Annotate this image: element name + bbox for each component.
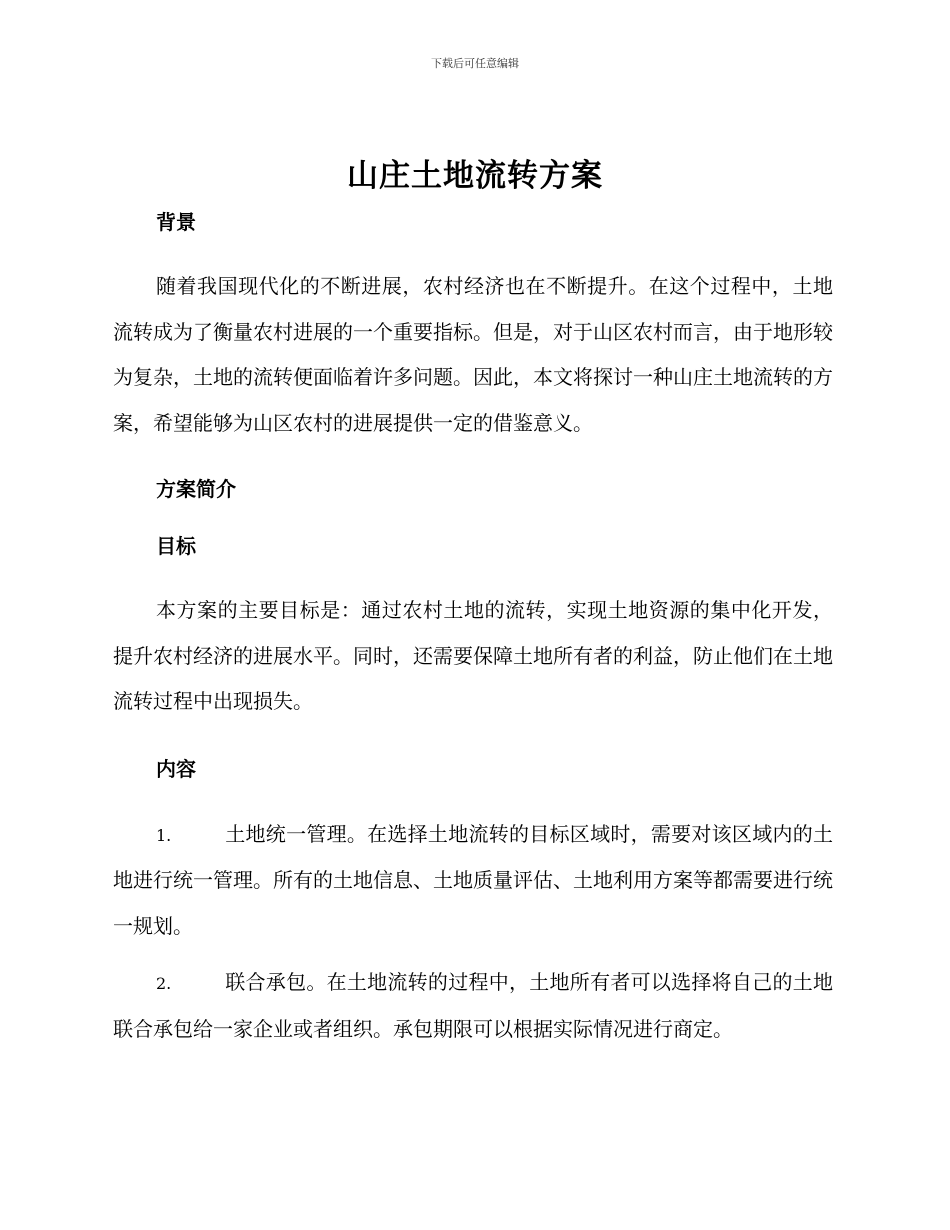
document-title: 山庄土地流转方案 xyxy=(347,158,603,194)
list-item-text: 联合承包。在土地流转的过程中，土地所有者可以选择将自己的土地联合承包给一家企业或者组织。承包期限可以根据实际情况进行商定。 xyxy=(113,970,833,1041)
background-paragraph: 随着我国现代化的不断进展，农村经济也在不断提升。在这个过程中，土地流转成为了衡量农村进展的一个重要指标。但是，对于山区农村而言，由于地形较为复杂，土地的流转便面临着许多问题。因此，本文将探讨一种山庄土地流转的方案，希望能够为山区农村的进展提供一定的借鉴意义。 xyxy=(113,274,833,435)
list-item-number: 1. xyxy=(156,825,172,845)
list-item-number: 2. xyxy=(156,974,172,993)
section-heading-goal: 目标 xyxy=(156,534,196,558)
list-item xyxy=(113,812,833,950)
section-heading-content: 内容 xyxy=(156,756,196,781)
section-heading-intro: 方案简介 xyxy=(156,477,236,501)
list-item-text: 土地统一管理。在选择土地流转的目标区域时，需要对该区域内的土地进行统一管理。所有的土地信息、土地质量评估、土地利用方案等都需要进行统一规划。 xyxy=(113,821,833,938)
document-body xyxy=(113,202,833,1052)
section-heading-background: 背景 xyxy=(156,210,196,234)
page-header-note: 下载后可任意编辑 xyxy=(431,57,519,70)
goal-paragraph: 本方案的主要目标是：通过农村土地的流转，实现土地资源的集中化开发，提升农村经济的进展水平。同时，还需要保障土地所有者的利益，防止他们在土地流转过程中出现损失。 xyxy=(113,598,833,713)
list-item xyxy=(113,960,833,1052)
